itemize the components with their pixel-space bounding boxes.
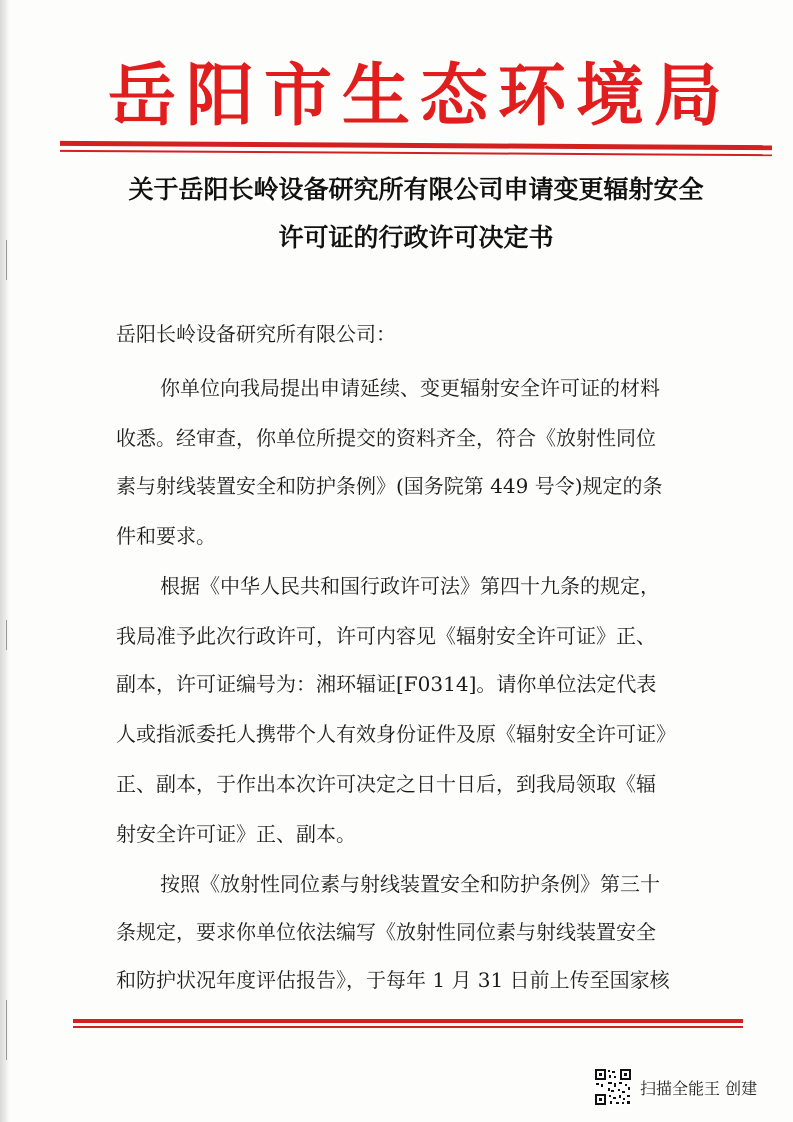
body-line: 正、副本，于作出本次许可决定之日十日后，到我局领取《辐 bbox=[116, 772, 656, 796]
binding-mark bbox=[6, 1000, 7, 1060]
body-line: 素与射线装置安全和防护条例》(国务院第 449 号令)规定的条 bbox=[116, 474, 663, 498]
body-line: 射安全许可证》正、副本。 bbox=[116, 822, 356, 846]
body-line: 和防护状况年度评估报告》，于每年 1 月 31 日前上传至国家核 bbox=[116, 968, 670, 992]
body-line: 条规定，要求你单位依法编写《放射性同位素与射线装置安全 bbox=[116, 920, 656, 944]
binding-mark bbox=[6, 240, 7, 280]
body-line: 件和要求。 bbox=[116, 524, 216, 548]
masthead-rule-thick bbox=[60, 141, 772, 150]
binding-mark bbox=[6, 620, 7, 650]
body-line: 我局准予此次行政许可，许可内容见《辐射安全许可证》正、 bbox=[116, 624, 656, 648]
body-line: 根据《中华人民共和国行政许可法》第四十九条的规定， bbox=[160, 574, 660, 598]
body-line: 副本，许可证编号为：湘环辐证[F0314]。请你单位法定代表 bbox=[116, 672, 657, 696]
masthead-title: 岳阳市生态环境局 bbox=[107, 56, 732, 136]
footer-rule-thick bbox=[73, 1019, 743, 1023]
masthead-rule-thin bbox=[60, 150, 772, 156]
body-line: 人或指派委托人携带个人有效身份证件及原《辐射安全许可证》 bbox=[116, 722, 676, 746]
scanner-watermark-label: 扫描全能王 创建 bbox=[640, 1079, 758, 1098]
body-line: 你单位向我局提出申请延续、变更辐射安全许可证的材料 bbox=[160, 376, 660, 400]
footer-rule-thin bbox=[73, 1026, 743, 1028]
body-line: 收悉。经审查，你单位所提交的资料齐全，符合《放射性同位 bbox=[116, 426, 656, 450]
document-title-line-1: 关于岳阳长岭设备研究所有限公司申请变更辐射安全 bbox=[128, 175, 704, 204]
qr-code-icon bbox=[594, 1068, 632, 1106]
salutation: 岳阳长岭设备研究所有限公司： bbox=[116, 322, 396, 346]
document-title-line-2: 许可证的行政许可决定书 bbox=[278, 223, 554, 252]
binding-shadow bbox=[0, 0, 10, 1122]
body-line: 按照《放射性同位素与射线装置安全和防护条例》第三十 bbox=[160, 872, 660, 896]
